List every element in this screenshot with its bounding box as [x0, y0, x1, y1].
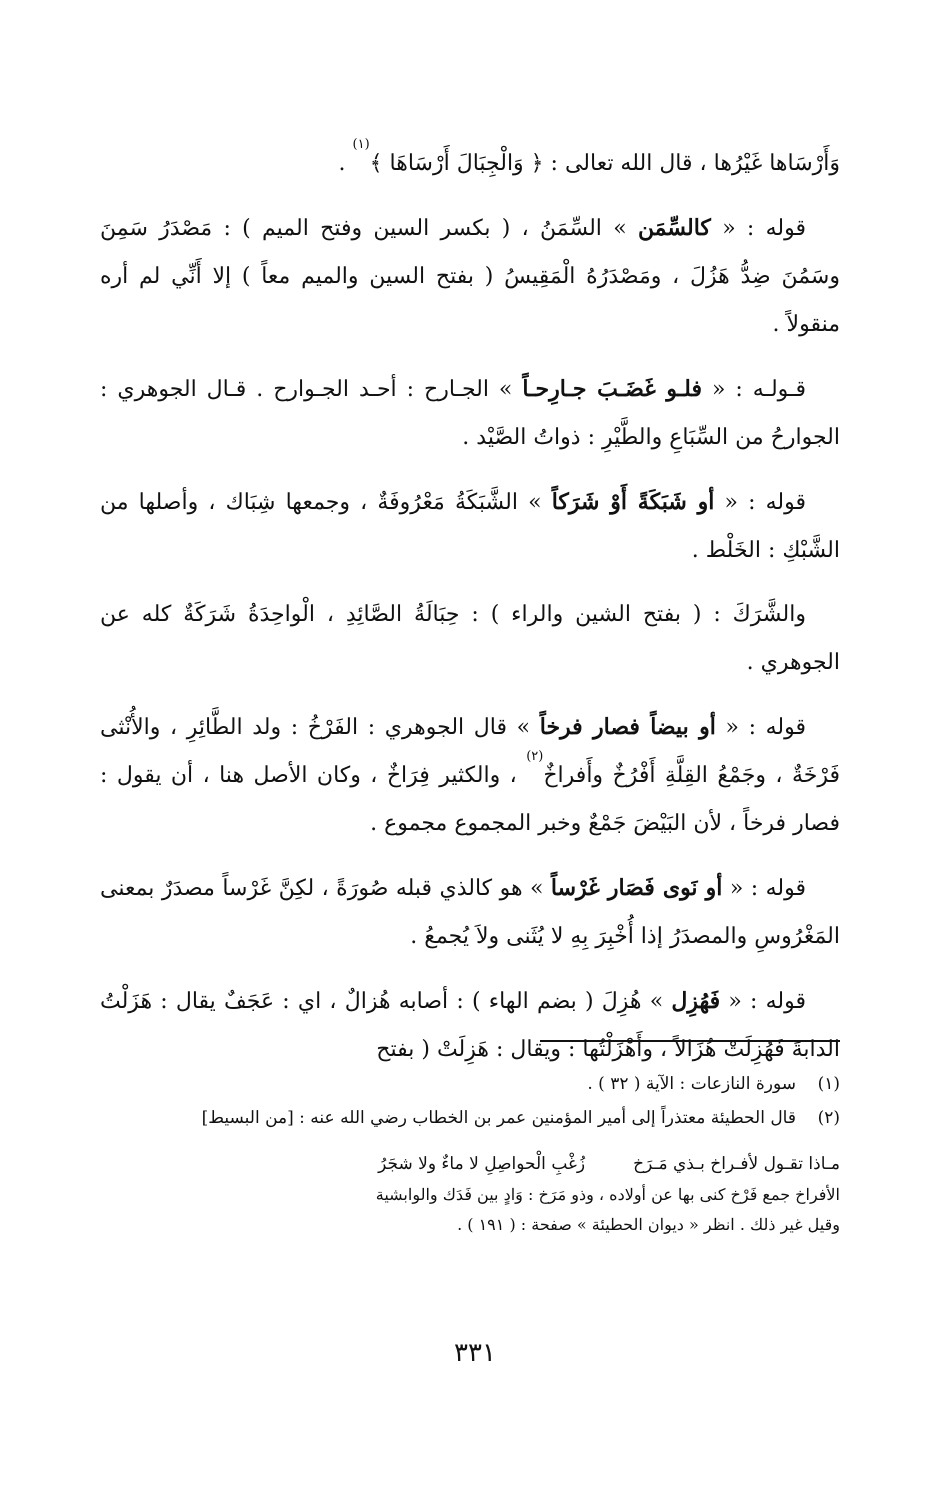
paragraph-6-lead: قوله : « [715, 715, 807, 740]
main-text [100, 137, 840, 1090]
verse-line [100, 1148, 840, 1180]
paragraph-3-text: » الجـارح : أحـد الجـوارح . قـال الجوهري : الجوارحُ من السِّبَاعِ والطَّيْرِ : ذواتُ الصَّيْد . [100, 377, 840, 450]
paragraph-7-lead: قوله : « [722, 876, 806, 901]
footnote-2-number: (٢) [817, 1108, 840, 1128]
paragraph-2-keyword: كالسِّمَن [637, 215, 711, 241]
paragraph-7-keyword: أو نَوى فَصَار غَرْساً [550, 875, 723, 901]
footnote-2-text: قال الحطيئة معتذراً إلى أمير المؤمنين عمر بن الخطاب رضي الله عنه : [من البسيط] [201, 1108, 796, 1128]
footnote-ref-1: (١) [352, 137, 370, 152]
paragraph-2-lead: قوله : « [710, 216, 806, 241]
footnote-ref-2: (٢) [526, 749, 544, 764]
paragraph-7-text: » هو كالذي قبله صُورَةً ، لكِنَّ غَرْساً مصدَرٌ بمعنى المَغْرُوسِ والمصدَرُ إذا أُخْبِرَ بِهِ لا يُثَنى ولاَ يُجمعُ . [100, 876, 840, 949]
paragraph-4-lead: قوله : « [714, 490, 807, 515]
footnote-divider [540, 1040, 840, 1042]
paragraph-1-end: . [338, 151, 353, 176]
paragraph-5 [100, 591, 840, 687]
verse-first-hemistich: مـاذا تقـول لأفـراخ بـذي مَـرَخ [633, 1154, 840, 1174]
footnote-2 [100, 1102, 840, 1134]
paragraph-1-text: وَأَرْسَاها غَيْرُها ، قال الله تعالى : ﴿ وَالْجِبَالَ أَرْسَاهَا ﴾ [369, 151, 840, 176]
poem-verse [100, 1148, 840, 1180]
footnote-2-explanation-2: وقيل غير ذلك . انظر « ديوان الحطيئة » صفحة : ( ١٩١ ) . [457, 1215, 840, 1234]
paragraph-8-lead: قوله : « [720, 989, 806, 1014]
footnotes [100, 1068, 840, 1240]
verse-second-hemistich: زُغْبِ الْحواصِلِ لا ماءٌ ولا شجَرُ [378, 1154, 586, 1174]
paragraph-2 [100, 204, 840, 349]
paragraph-6-keyword: أو بيضاً فصار فرخاً [539, 714, 716, 740]
paragraph-3-lead: قـولـه : « [701, 377, 807, 402]
paragraph-6 [100, 703, 840, 848]
paragraph-4 [100, 478, 840, 575]
paragraph-7 [100, 864, 840, 961]
paragraph-4-keyword: أو شَبَكَةً أَوْ شَرَكاً [551, 489, 715, 515]
paragraph-3 [100, 365, 840, 462]
paragraph-6-text-1: » قال الجوهري : الفَرْخُ : ولد الطَّائِرِ ، والأُنْثى فَرْخَةٌ ، وجَمْعُ القِلَّةِ أَفْرُخٌ وأَفراخٌ [100, 715, 840, 788]
paragraph-6-text-2: ، والكثير فِرَاخٌ ، وكان الأصل هنا ، أن يقول : فصار فرخاً ، لأن البَيْضَ جَمْعٌ وخبر المجموع مجموع . [100, 763, 840, 836]
paragraph-3-keyword: فلـو غَضَـبَ جـارِحـاً [522, 376, 702, 402]
paragraph-2-text: » السِّمَنُ ، ( بكسر السين وفتح الميم ) : مَصْدَرُ سَمِنَ وسَمُنَ ضِدُّ هَزُلَ ، ومَصْدَرُهُ الْمَقِيسُ ( بفتح السين والميم معاً ) إلا أَنِّي لم أره منقولاً . [100, 216, 840, 337]
page-number: ٣٣١ [454, 1338, 496, 1368]
paragraph-5-text: والشَّرَكَ : ( بفتح الشين والراء ) : حِبَالَةُ الصَّائِدِ ، الْواحِدَةُ شَرَكَةٌ كله عن الجوهري . [100, 602, 840, 675]
footnote-1-text: سورة النازعات : الآية ( ٣٢ ) . [587, 1074, 796, 1094]
paragraph-4-text: » الشَّبَكَةُ مَعْرُوفَةٌ ، وجمعها شِبَاك ، وأصلها من الشَّبْكِ : الخَلْط . [100, 490, 840, 563]
paragraph-8 [100, 977, 840, 1074]
footnote-2-explanation-1: الأفراخ جمع فَرْخ كنى بها عن أولاده ، وذو مَرَخ : وَادٍ بين فَدَك والوابشية [375, 1185, 840, 1204]
paragraph-8-keyword: فَهُزِل [671, 988, 721, 1014]
paragraph-1 [100, 137, 840, 188]
footnote-1 [100, 1068, 840, 1100]
paragraph-8-text: » هُزِلَ ( بضم الهاء ) : أصابه هُزالٌ ، اي : عَجَفٌ يقال : هَزَلْتُ الدابةَ فَهُزِلَتْ هُزَالاً ، وأَهْزَلْتُها : ويقال : هَزِلَتْ ( بفتح [100, 989, 840, 1062]
footnote-1-number: (١) [817, 1074, 840, 1094]
